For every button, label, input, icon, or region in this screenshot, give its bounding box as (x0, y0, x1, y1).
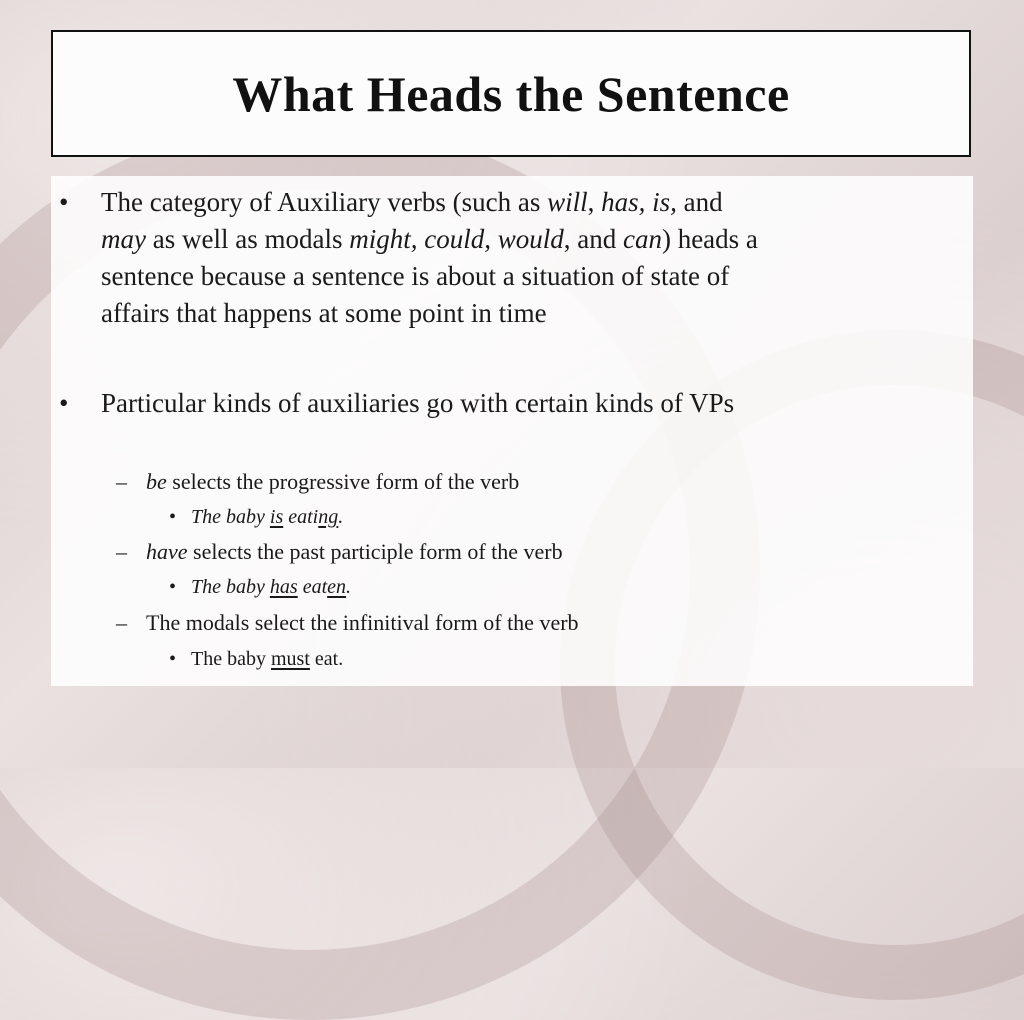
dash-marker: – (116, 539, 127, 564)
sub-bullet-be: – be selects the progressive form of the verb (116, 469, 520, 494)
content-panel (51, 176, 973, 686)
slide-title: What Heads the Sentence (232, 65, 790, 122)
bullet-dot: • (169, 648, 177, 670)
bullet-dot: • (59, 388, 69, 418)
bullet-auxiliaries-vps: • Particular kinds of auxiliaries go with certain kinds of VPs (101, 385, 941, 422)
example-be: • The baby is eating. (169, 506, 344, 528)
sub-bullet-modals: – The modals select the infinitival form of the verb (116, 610, 579, 635)
example-have: • The baby has eaten. (169, 576, 352, 598)
dash-marker: – (116, 610, 127, 635)
bullet-dot: • (59, 187, 69, 217)
dash-marker: – (116, 469, 127, 494)
sub-bullet-have: – have selects the past participle form of the verb (116, 539, 563, 564)
bullet-auxiliary-category: • The category of Auxiliary verbs (such as will, has, is, and may as well as modals might, could, would, and can) heads a sentence because a sentence is about a situation of state of affairs that happens at some point in time (101, 184, 941, 332)
bullet-dot: • (169, 506, 177, 528)
title-box (51, 30, 971, 157)
example-modal: • The baby must eat. (169, 648, 344, 670)
bullet-dot: • (169, 576, 177, 598)
